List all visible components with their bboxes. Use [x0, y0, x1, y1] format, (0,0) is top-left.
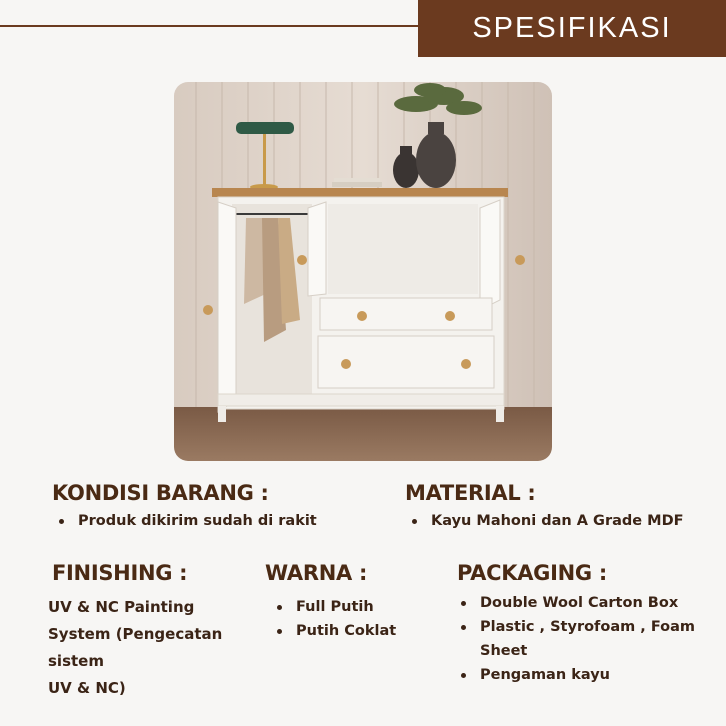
finishing-title: FINISHING : [52, 561, 188, 585]
warna-title: WARNA : [265, 561, 368, 585]
finishing-line: UV & NC) [48, 679, 126, 697]
finishing-line: UV & NC Painting [48, 598, 195, 616]
product-photo [174, 82, 552, 461]
list-item: Produk dikirim sudah di rakit [52, 509, 317, 533]
cabinet-illustration [174, 82, 552, 461]
list-item: Plastic , Styrofoam , Foam Sheet [454, 615, 714, 663]
kondisi-list [52, 509, 317, 533]
finishing-line: sistem [48, 652, 104, 670]
list-item: Pengaman kayu [454, 663, 714, 687]
list-item: Kayu Mahoni dan A Grade MDF [405, 509, 684, 533]
list-item: Full Putih [270, 595, 396, 619]
header-divider-line [0, 25, 418, 27]
finishing-line: System (Pengecatan [48, 625, 223, 643]
packaging-list [454, 591, 714, 687]
material-list [405, 509, 684, 533]
material-title: MATERIAL : [405, 481, 536, 505]
warna-list [270, 595, 396, 643]
packaging-title: PACKAGING : [457, 561, 607, 585]
page-title: SPESIFIKASI [472, 12, 672, 44]
kondisi-title: KONDISI BARANG : [52, 481, 269, 505]
finishing-description [48, 594, 248, 702]
list-item: Putih Coklat [270, 619, 396, 643]
header-banner [418, 0, 726, 57]
list-item: Double Wool Carton Box [454, 591, 714, 615]
